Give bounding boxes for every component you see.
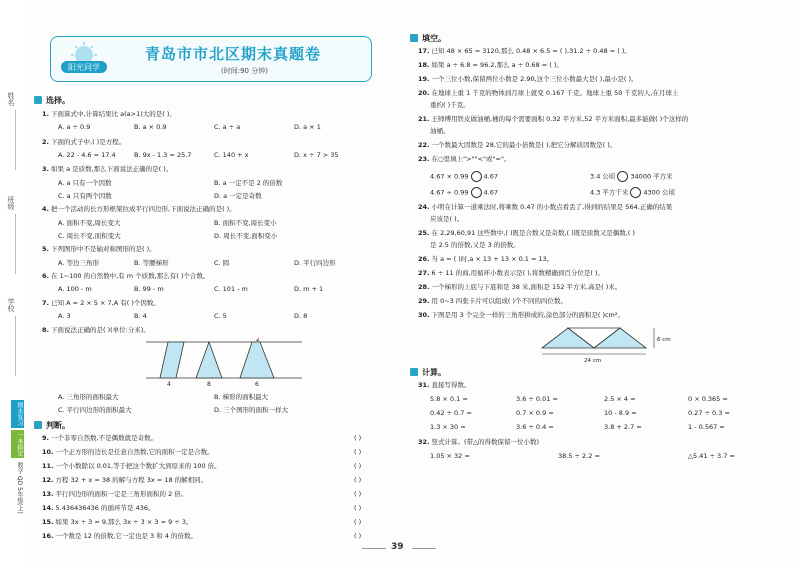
- option[interactable]: B. a × 0.9: [134, 123, 167, 131]
- option[interactable]: C. 101 - m: [214, 285, 248, 293]
- calc-item[interactable]: 0.42 ÷ 0.7 =: [430, 409, 472, 417]
- question: 27. 6 ÷ 11 的商,用循环小数表示是( ),将数精确到百分位是( )。: [418, 269, 604, 277]
- height-label: 6 cm: [657, 337, 671, 343]
- trapezoid-shape: [240, 342, 274, 378]
- question: 19. 一个三位小数,保留两位小数是 2.90,这个三位小数最大是( ),最小是( )。: [418, 75, 638, 83]
- calc-item[interactable]: 1 - 0.567 =: [688, 423, 725, 431]
- option[interactable]: C. 平行四边形的面积最大: [58, 406, 132, 414]
- option[interactable]: C. 周长不变,面积变大: [58, 232, 121, 240]
- question: 1. 下面算式中,计算结果比 a(a>1)大的是( )。: [42, 110, 176, 118]
- section-marker-icon: [34, 421, 42, 429]
- option[interactable]: B. 99 - m: [134, 285, 164, 293]
- compare-item: 4.3 平方千米 4300 公顷: [590, 188, 676, 197]
- option[interactable]: D. a 一定是奇数: [214, 192, 262, 200]
- option[interactable]: B. 4: [134, 312, 147, 320]
- option[interactable]: B. 面积不变,周长变小: [214, 219, 277, 227]
- question: 21. 王师傅用铁皮做油桶,桶的每个需要面积 0.32 平方米,52 平方米面积,最多能做( )个这样的: [418, 115, 689, 123]
- answer-blank[interactable]: ( ): [354, 518, 362, 526]
- calc-item[interactable]: 2.5 × 4 =: [604, 395, 636, 403]
- question: 17. 已知 48 × 65 = 3120,那么 0.48 × 6.5 = ( ),31.2 ÷ 0.48 = ( )。: [418, 47, 631, 55]
- option[interactable]: A. 三角形的面积最大: [58, 393, 119, 401]
- question-continued: 是 2.5 的倍数,又是 3 的倍数。: [430, 241, 520, 249]
- binding-sidebar: [0, 0, 30, 567]
- question: 23. 在○里填上">""<"或"="。: [418, 155, 511, 163]
- option[interactable]: A. a 只有一个因数: [58, 179, 112, 187]
- question: 9. 一个非零自然数,不是偶数就是奇数。: [42, 434, 158, 442]
- vertical-calc[interactable]: 1.05 × 32 =: [430, 452, 470, 460]
- question: 7. 已知 A = 2 × 5 × 7,A 有( )个因数。: [42, 299, 160, 307]
- option[interactable]: B. 9x - 1.3 = 25.7: [134, 151, 192, 159]
- question: 3. 如果 a 是质数,那么下面说法正确的是( )。: [42, 165, 173, 173]
- option[interactable]: D. a × 1: [294, 123, 321, 131]
- option[interactable]: C. 140 + x: [214, 151, 249, 159]
- calc-item[interactable]: 3.8 + 2.7 =: [604, 423, 642, 431]
- option[interactable]: B. 等腰梯形: [134, 259, 169, 267]
- calc-item[interactable]: 0.27 ÷ 0.3 =: [688, 409, 730, 417]
- fig-label: 8: [207, 381, 211, 388]
- compare-item: 4.67 ÷ 0.99 4.67: [430, 188, 499, 197]
- left-column: [32, 0, 372, 567]
- question: 29. 用 0~3 四张卡片可以组成( )个不同的四位数。: [418, 297, 568, 305]
- question: 28. 一个梯形的上底与下底和是 38 米,面积是 152 平方米,高是( )米。: [418, 283, 622, 291]
- answer-blank[interactable]: ( ): [354, 476, 362, 484]
- section-heading: 计算。: [410, 366, 446, 378]
- divider: [15, 316, 16, 376]
- compare-item: 3.4 公顷 34000 平方米: [590, 172, 673, 181]
- chip: 期末复习: [11, 400, 24, 428]
- question: 22. 一个数最大因数是 28,它的最小倍数是( ),把它分解质因数是( )。: [418, 141, 617, 149]
- class-label: 班级: [7, 196, 15, 210]
- calc-item[interactable]: 0.7 × 0.9 =: [516, 409, 554, 417]
- section-marker-icon: [34, 96, 42, 104]
- section-marker-icon: [410, 368, 418, 376]
- option[interactable]: C. 圆: [214, 259, 230, 267]
- question: 8. 下面说法正确的是( )(单位:分米)。: [42, 326, 150, 334]
- answer-blank[interactable]: ( ): [354, 504, 362, 512]
- option[interactable]: C. a 只有两个因数: [58, 192, 112, 200]
- question: 13. 平行四边形的面积一定是三角形面积的 2 倍。: [42, 490, 188, 498]
- option[interactable]: B. a 一定不是 2 的倍数: [214, 179, 283, 187]
- vertical-calc[interactable]: △5.41 ÷ 3.7 ≈: [688, 452, 735, 460]
- divider: [15, 110, 16, 170]
- section-heading: 判断。: [34, 419, 70, 431]
- question: 6. 在 1~100 的自然数中,有 m 个质数,那么有( )个合数。: [42, 272, 210, 280]
- question-continued: 重约( )千克。: [430, 101, 470, 109]
- option[interactable]: A. 3: [58, 312, 71, 320]
- calc-item[interactable]: 10 - 8.9 =: [604, 409, 637, 417]
- fig-label: 6: [255, 381, 259, 388]
- option[interactable]: D. m + 1: [294, 285, 324, 293]
- answer-blank[interactable]: ( ): [354, 462, 362, 470]
- width-label: 24 cm: [584, 358, 602, 364]
- fig-label: 2: [256, 338, 260, 343]
- right-column: [408, 0, 788, 567]
- question: 18. 如果 a ÷ 6.8 = 96.2,那么 a ÷ 0.68 = ( )。: [418, 61, 563, 69]
- compare-circle[interactable]: [630, 187, 641, 198]
- compare-item: 4.67 × 0.99 4.67: [430, 172, 499, 181]
- question: 5. 下列图形中不是轴对称图形的是( )。: [42, 245, 156, 253]
- question: 31. 直接写得数。: [418, 381, 471, 389]
- question: 2. 下面的式子中,( )是方程。: [42, 138, 126, 146]
- option[interactable]: A. 等边三角形: [58, 259, 99, 267]
- option[interactable]: D. x ÷ 7 > 35: [294, 151, 339, 159]
- figure-8-shapes: [144, 338, 304, 388]
- calc-item[interactable]: 5.8 × 0.1 =: [430, 395, 468, 403]
- answer-blank[interactable]: ( ): [354, 532, 362, 540]
- calc-item[interactable]: 3.6 ÷ 0.4 =: [516, 423, 554, 431]
- compare-circle[interactable]: [471, 187, 482, 198]
- question: 12. 方程 32 + x = 38 的解与方程 3x = 18 的解相同。: [42, 476, 208, 484]
- answer-blank[interactable]: ( ): [354, 490, 362, 498]
- calc-item[interactable]: 1.3 × 30 =: [430, 423, 466, 431]
- exam-time: (时间:90 分钟): [221, 67, 268, 75]
- option[interactable]: B. 梯形的面积最大: [214, 393, 269, 401]
- section-heading: 选择。: [34, 94, 70, 106]
- answer-blank[interactable]: ( ): [354, 448, 362, 456]
- logo-text: 阳光同学: [68, 63, 100, 72]
- option[interactable]: A. a ÷ 0.9: [58, 123, 91, 131]
- question: 10. 一个正方形的边长是任意自然数,它的面积一定是合数。: [42, 448, 214, 456]
- chip: 一本搞定: [11, 430, 24, 458]
- footer-rule: [362, 548, 386, 549]
- option[interactable]: D. 周长不变,面积变小: [214, 232, 278, 240]
- question: 20. 在地球上重 1 千克的物体到月球上就变 0.167 千克。地球上重 50 千克的人,在月球上: [418, 89, 679, 97]
- vertical-calc[interactable]: 38.5 ÷ 2.2 =: [558, 452, 600, 460]
- grade-strip: [11, 400, 24, 540]
- fig-label: 4: [167, 381, 171, 388]
- option[interactable]: D. 平行四边形: [294, 259, 336, 267]
- sun-logo-icon: [55, 41, 113, 75]
- question: 16. 一个数是 12 的倍数,它一定也是 3 和 4 的倍数。: [42, 532, 198, 540]
- figure-30-triangles: [538, 324, 678, 364]
- question: 24. 小明在计算一道乘法时,将乘数 0.47 的小数点看丢了,得到的结果是 564,正确的结果: [418, 203, 673, 211]
- option[interactable]: C. a ÷ a: [214, 123, 241, 131]
- question: 15. 如果 3x ÷ 3 = 9,那么 3x ÷ 3 × 3 = 9 ÷ 3。: [42, 518, 193, 526]
- name-label: 姓名: [7, 92, 15, 106]
- answer-blank[interactable]: ( ): [354, 434, 362, 442]
- option[interactable]: D. 8: [294, 312, 308, 320]
- question: 26. 当 a = ( )时,a × 13 + 13 × 0.1 = 13。: [418, 255, 554, 263]
- option[interactable]: D. 三个图形的面积一样大: [214, 406, 289, 414]
- grade-label: 数学 QD 5年级(上): [11, 460, 24, 516]
- school-label: 学校: [7, 298, 15, 312]
- parallelogram-shape: [160, 342, 184, 378]
- question: 4. 把一个活动的长方形框架拉成平行四边形,下面说法正确的是( )。: [42, 205, 236, 213]
- question: 32. 竖式计算。(带△的得数保留一位小数): [418, 438, 540, 446]
- question: 11. 一个小数除以 0.01,等于把这个数扩大到原来的 100 倍。: [42, 462, 221, 470]
- page-number: 39: [391, 542, 404, 552]
- option[interactable]: A. 100 - m: [58, 285, 92, 293]
- divider: [15, 214, 16, 274]
- triangle-shape: [196, 342, 222, 378]
- calc-item[interactable]: 0 × 0.365 =: [688, 395, 728, 403]
- question-continued: 应该是( )。: [430, 215, 464, 223]
- section-marker-icon: [410, 34, 418, 42]
- question: 25. 在 2,29,60,91 这些数中,( )既是合数又是奇数,( )既是质数又是偶数,( ): [418, 229, 635, 237]
- calc-item[interactable]: 3.6 ÷ 0.01 =: [516, 395, 558, 403]
- question: 30. 下图是用 3 个完全一样的三角形拼成的,涂色部分的面积是( )cm²。: [418, 311, 624, 319]
- option[interactable]: A. 面积不变,周长变大: [58, 219, 121, 227]
- section-heading: 填空。: [410, 32, 446, 44]
- footer-rule: [412, 548, 436, 549]
- question-continued: 油桶。: [430, 127, 450, 135]
- page-title: 青岛市市北区期末真题卷: [145, 45, 322, 63]
- option[interactable]: C. 5: [214, 312, 227, 320]
- exam-header: [50, 36, 372, 82]
- compare-circle[interactable]: [471, 171, 482, 182]
- compare-circle[interactable]: [617, 171, 628, 182]
- question: 14. 5.436436436 的循环节是 436。: [42, 504, 155, 512]
- option[interactable]: A. 22 - 4.6 = 17.4: [58, 151, 116, 159]
